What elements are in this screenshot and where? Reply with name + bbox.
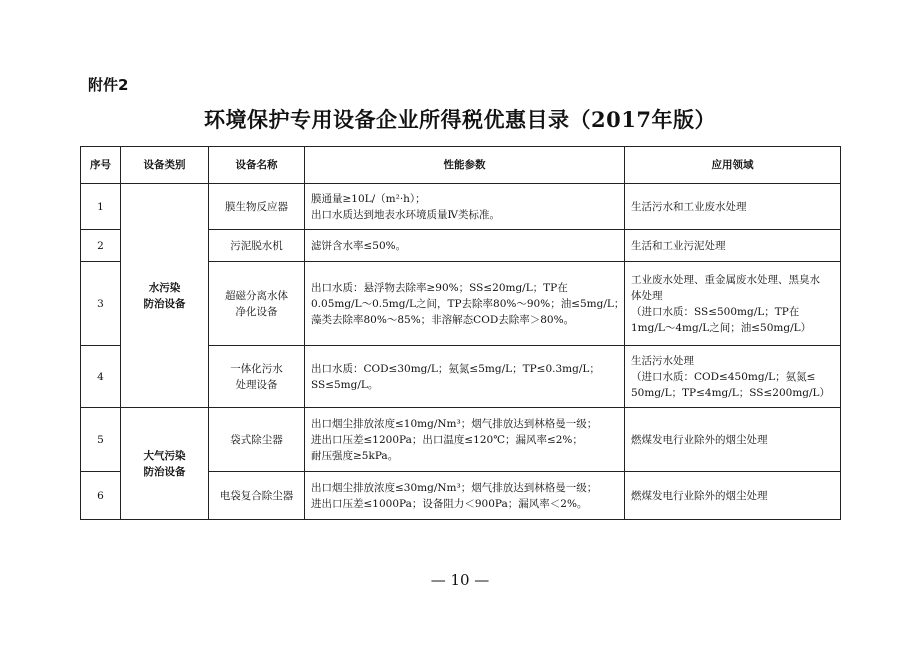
header-field: 应用领域: [625, 147, 841, 184]
field-line: 50mg/L；TP≤4mg/L；SS≤200mg/L）: [631, 386, 831, 399]
name-line: 净化设备: [235, 305, 278, 318]
field-line: 生活污水处理: [631, 354, 694, 367]
header-name: 设备名称: [209, 147, 305, 184]
param-line: 出口水质：COD≤30mg/L；氨氮≤5mg/L；TP≤0.3mg/L；: [311, 362, 600, 375]
application-field: [625, 472, 841, 520]
category-line: 大气污染: [143, 449, 186, 462]
name-line: 膜生物反应器: [225, 200, 288, 213]
field-line: 生活和工业污泥处理: [631, 239, 726, 252]
field-line: 燃煤发电行业除外的烟尘处理: [631, 489, 768, 502]
param-line: 出口水质达到地表水环境质量Ⅳ类标准。: [311, 208, 500, 221]
application-field: [625, 184, 841, 230]
name-line: 处理设备: [235, 378, 278, 391]
application-field: [625, 408, 841, 472]
performance-params: [305, 230, 625, 262]
param-line: 0.05mg/L～0.5mg/L之间，TP去除率80%～90%；油≤5mg/L；: [311, 297, 625, 310]
param-line: 进出口压差≤1000Pa；设备阻力＜900Pa；漏风率＜2%。: [311, 497, 588, 510]
document-title: 环境保护专用设备企业所得税优惠目录（2017年版）: [204, 107, 716, 132]
param-line: 出口烟尘排放浓度≤10mg/Nm³；烟气排放达到林格曼一级；: [311, 417, 598, 430]
equipment-name: [209, 230, 305, 262]
equipment-name: [209, 408, 305, 472]
field-line: 燃煤发电行业除外的烟尘处理: [631, 433, 768, 446]
equipment-category: [121, 184, 209, 408]
row-number: 5: [81, 408, 121, 472]
name-line: 超磁分离水体: [225, 289, 288, 302]
param-line: 膜通量≥10L/（m²·h）；: [311, 192, 426, 205]
application-field: [625, 346, 841, 408]
category-line: 防治设备: [143, 465, 186, 478]
row-number: 6: [81, 472, 121, 520]
name-line: 污泥脱水机: [230, 239, 283, 252]
param-line: 进出口压差≤1200Pa；出口温度≤120℃；漏风率≤2%；: [311, 433, 583, 446]
performance-params: [305, 184, 625, 230]
header-no: 序号: [81, 147, 121, 184]
header-category: 设备类别: [121, 147, 209, 184]
row-number: 1: [81, 184, 121, 230]
field-line: 1mg/L～4mg/L之间；油≤50mg/L）: [631, 321, 812, 334]
page-number: — 10 —: [430, 571, 490, 589]
attachment-label: 附件2: [88, 76, 129, 94]
category-line: 水污染: [148, 281, 181, 294]
equipment-name: [209, 262, 305, 346]
field-line: 体处理: [631, 289, 663, 302]
name-line: 一体化污水: [230, 362, 283, 375]
field-line: 工业废水处理、重金属废水处理、黑臭水: [631, 273, 820, 286]
performance-params: [305, 472, 625, 520]
performance-params: [305, 408, 625, 472]
table-row: [81, 184, 841, 230]
param-line: 滤饼含水率≤50%。: [311, 239, 407, 252]
row-number: 2: [81, 230, 121, 262]
table-header-row: [81, 147, 841, 184]
param-line: SS≤5mg/L。: [311, 378, 379, 391]
field-line: （进口水质：COD≤450mg/L；氨氮≤: [631, 370, 816, 383]
application-field: [625, 230, 841, 262]
param-line: 藻类去除率80%～85%；非溶解态COD去除率＞80%。: [311, 313, 575, 326]
row-number: 3: [81, 262, 121, 346]
row-number: 4: [81, 346, 121, 408]
performance-params: [305, 346, 625, 408]
table-row: [81, 408, 841, 472]
equipment-name: [209, 184, 305, 230]
application-field: [625, 262, 841, 346]
equipment-category: [121, 408, 209, 520]
name-line: 电袋复合除尘器: [219, 489, 294, 502]
param-line: 出口水质：悬浮物去除率≥90%；SS≤20mg/L；TP在: [311, 281, 568, 294]
equipment-name: [209, 472, 305, 520]
field-line: 生活污水和工业废水处理: [631, 200, 747, 213]
equipment-name: [209, 346, 305, 408]
name-line: 袋式除尘器: [230, 433, 283, 446]
param-line: 耐压强度≥5kPa。: [311, 449, 399, 462]
param-line: 出口烟尘排放浓度≤30mg/Nm³；烟气排放达到林格曼一级；: [311, 481, 598, 494]
field-line: （进口水质：SS≤500mg/L；TP在: [631, 305, 800, 318]
category-line: 防治设备: [143, 297, 186, 310]
performance-params: [305, 262, 625, 346]
header-params: 性能参数: [305, 147, 625, 184]
catalog-table: [80, 146, 841, 520]
